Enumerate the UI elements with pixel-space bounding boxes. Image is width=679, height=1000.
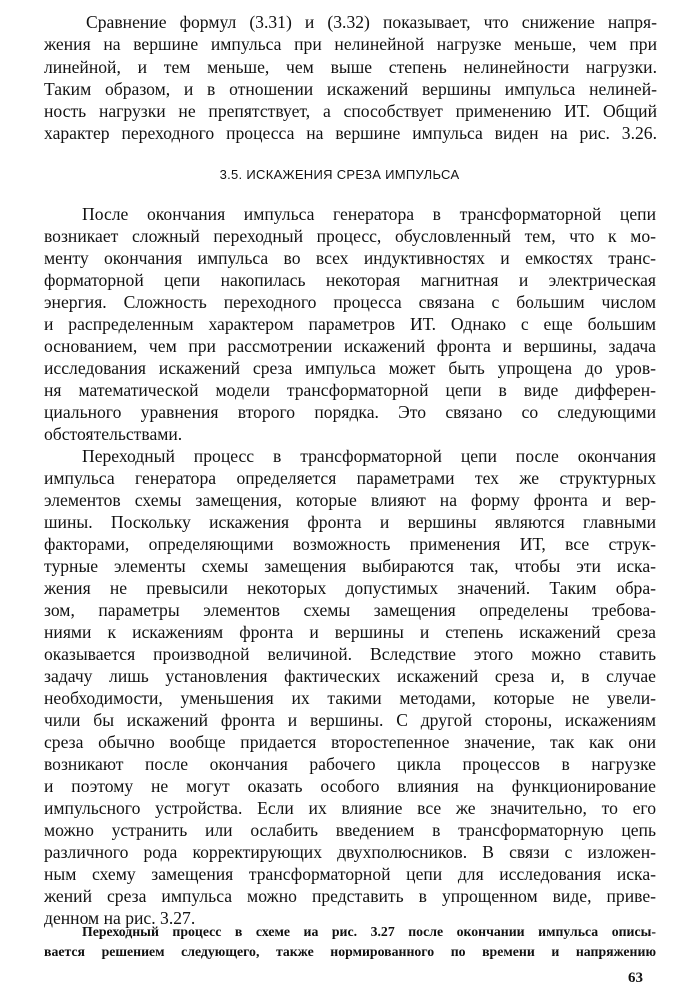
text-line: факторами, определяющими возможность применения ИТ, все струк-: [44, 534, 656, 554]
text-line: задачу лишь установления фактических искажений среза и, в случае: [44, 666, 656, 686]
text-line: После окончания импульса генератора в трансформаторной цепи: [82, 204, 656, 224]
text-line: форматорной цепи накопилась некоторая магнитная и электрическая: [44, 270, 656, 290]
text-line: различного рода корректирующих двухполюсников. В связи с изложен-: [44, 842, 656, 862]
text-line: возникают после окончания рабочего цикла процессов в нагрузке: [44, 754, 656, 774]
text-line: Сравнение формул (3.31) и (3.32) показывает, что снижение напря-: [86, 12, 657, 32]
text-line: ня математической модели трансформаторной цепи в виде дифферен-: [44, 380, 656, 400]
text-line: характер переходного процесса на вершине импульса виден на рис. 3.26.: [44, 123, 657, 143]
text-line: можно устранить или ослабить введением в трансформаторную цепь: [44, 820, 656, 840]
text-line: исследования искажений среза импульса может быть упрощена до уров-: [44, 358, 656, 378]
text-line: необходимости, уменьшения их такими методами, которые не увели-: [44, 688, 656, 708]
text-line: Переходный процесс в схеме иа рис. 3.27 после окончании импульса описы-: [82, 924, 656, 939]
section-heading: 3.5. ИСКАЖЕНИЯ СРЕЗА ИМПУЛЬСА: [219, 167, 460, 182]
text-line: возникает сложный переходный процесс, обусловленный тем, что к мо-: [44, 226, 656, 246]
text-line: жений среза импульса можно представить в упрощенном виде, приве-: [44, 886, 656, 906]
text-line: элементов схемы замещения, которые влияют на форму фронта и вер-: [44, 490, 656, 510]
text-line: линейной, и тем меньше, чем выше степень нелинейности нагрузки.: [44, 57, 657, 77]
text-line: импульса генератора определяется параметрами тех же структурных: [44, 468, 656, 488]
text-line: денном на рис. 3.27.: [44, 908, 196, 928]
text-line: ниями к искажениям фронта и вершины и степень искажений среза: [44, 622, 656, 642]
text-line: жения на вершине импульса при нелинейной нагрузке меньше, чем при: [44, 34, 657, 54]
text-line: вается решением следующего, также нормированного по времени и напряжению: [44, 944, 656, 959]
text-line: ность нагрузки не препятствует, а способствует применению ИТ. Общий: [44, 101, 657, 121]
text-line: циального уравнения второго порядка. Это связано со следующими: [44, 402, 656, 422]
text-line: энергия. Сложность переходного процесса связана с большим числом: [44, 292, 656, 312]
text-line: ным схему замещения трансформаторной цепи для исследования иска-: [44, 864, 656, 884]
text-line: менту окончания импульса во всех индуктивностях и емкостях транс-: [44, 248, 656, 268]
text-line: среза обычно вообще придается второстепенное значение, так как они: [44, 732, 656, 752]
page-number: 63: [628, 970, 643, 986]
text-line: шины. Поскольку искажения фронта и вершины являются главными: [44, 512, 656, 532]
text-line: и распределенным характером параметров ИТ. Однако с еще большим: [44, 314, 656, 334]
text-line: обстоятельствами.: [44, 424, 183, 444]
text-line: зом, параметры элементов схемы замещения определены требова-: [44, 600, 656, 620]
text-line: жения не превысили некоторых допустимых значений. Таким обра-: [44, 578, 656, 598]
text-line: чили бы искажений фронта и вершины. С другой стороны, искажениям: [44, 710, 656, 730]
text-line: импульсного устройства. Если их влияние все же значительно, то его: [44, 798, 656, 818]
text-line: основанием, чем при рассмотрении искажений фронта и вершины, задача: [44, 336, 656, 356]
text-line: Таким образом, и в отношении искажений вершины импульса нелиней-: [44, 79, 657, 99]
text-line: оказывается производной величиной. Вследствие этого можно ставить: [44, 644, 656, 664]
text-line: и поэтому не могут оказать особого влияния на функционирование: [44, 776, 656, 796]
text-line: турные элементы схемы замещения выбираются так, чтобы эти иска-: [44, 556, 656, 576]
text-line: Переходный процесс в трансформаторной цепи после окончания: [82, 446, 656, 466]
